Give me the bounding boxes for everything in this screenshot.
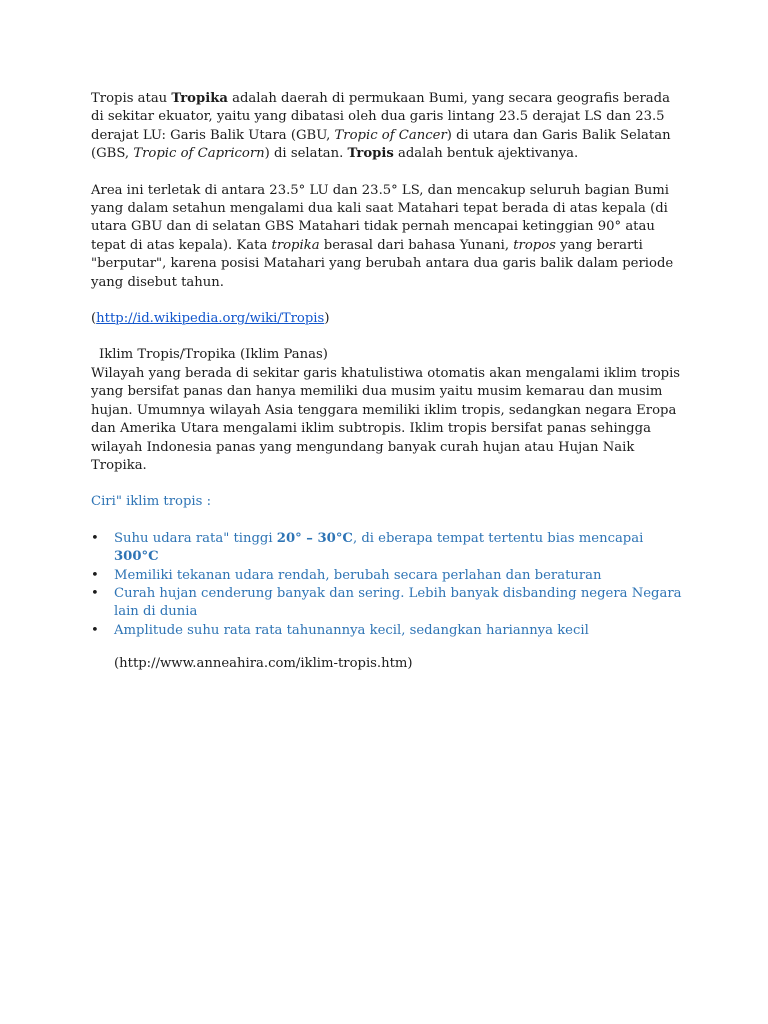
item-4-text: Amplitude suhu rata rata tahunannya kecil, sedangkan hariannya kecil	[114, 622, 589, 638]
document-page	[91, 90, 686, 674]
item-1-temp-range: 20° – 30°C	[276, 530, 353, 546]
reference-anneahira: (http://www.anneahira.com/iklim-tropis.htm)	[114, 656, 413, 672]
bullet-icon: •	[91, 567, 99, 583]
item-3-text: Curah hujan cenderung banyak dan sering. Lebih banyak disbanding negera Negara lain di dunia	[114, 585, 682, 620]
intro-text-3: ) di utara dan Garis Balik Selatan (GBS,	[91, 127, 671, 162]
list-item	[91, 585, 686, 622]
term-tropika: Tropika	[171, 91, 228, 106]
section-heading: Iklim Tropis/Tropika (Iklim Panas)	[99, 347, 328, 363]
bullet-icon: •	[91, 585, 99, 601]
list-item	[91, 567, 686, 585]
area-text-2: berasal dari bahasa Yunani,	[319, 237, 514, 253]
reference-wikipedia	[91, 310, 686, 328]
item-1-pre: Suhu udara rata" tinggi	[114, 530, 277, 546]
list-item	[91, 622, 686, 640]
ref1-open-paren: (	[91, 311, 97, 327]
bullet-icon: •	[91, 530, 99, 546]
term-tropos: tropos	[513, 237, 556, 253]
wikipedia-link[interactable]: http://id.wikipedia.org/wiki/Tropis	[96, 311, 325, 327]
term-tropic-of-capricorn: Tropic of Capricorn	[133, 146, 265, 162]
term-tropika-italic: tropika	[271, 237, 320, 253]
area-text-1: Area ini terletak di antara 23.5° LU dan 23.5° LS, dan mencakup seluruh bagian Bumi yang dalam setahun mengalami dua kali saat Matahari tepat berada di atas kepala (di utara GBU dan di selatan GBS Matahari tidak pernah mencapai ketinggian 90° atau tepat di atas kepala). Kata	[91, 182, 669, 253]
intro-text-2: adalah daerah di permukaan Bumi, yang secara geografis berada di sekitar ekuator, yaitu yang dibatasi oleh dua garis lintang 23.5 derajat LS dan 23.5 derajat LU: Garis Balik Utara (GBU,	[91, 91, 670, 143]
section-body: Wilayah yang berada di sekitar garis khatulistiwa otomatis akan mengalami iklim tropis yang bersifat panas dan hanya memiliki dua musim yaitu musim kemarau dan musim hujan. Umumnya wilayah Asia tenggara memiliki iklim tropis, sedangkan negara Eropa dan Amerika Utara mengalami iklim subtropis. Iklim tropis bersifat panas sehingga wilayah Indonesia panas yang mengundang banyak curah hujan atau Hujan Naik Tropika.	[91, 365, 681, 473]
term-tropis: Tropis	[347, 146, 394, 162]
ciri-list	[91, 530, 686, 640]
ciri-heading: Ciri" iklim tropis :	[91, 494, 212, 510]
bullet-icon: •	[91, 622, 99, 638]
paragraph-intro	[91, 90, 686, 164]
intro-text-4: ) di selatan.	[264, 146, 348, 162]
item-2-text: Memiliki tekanan udara rendah, berubah secara perlahan dan beraturan	[114, 567, 602, 583]
area-text-3: yang berarti "berputar", karena posisi Matahari yang berubah antara dua garis balik dalam periode yang disebut tahun.	[91, 237, 674, 290]
item-1-temp-max: 300°C	[114, 549, 159, 565]
list-item	[91, 530, 686, 567]
intro-text-1: Tropis atau	[91, 91, 172, 106]
item-1-post: , di eberapa tempat tertentu bias mencapai	[352, 530, 644, 546]
paragraph-area	[91, 182, 686, 292]
term-tropic-of-cancer: Tropic of Cancer	[334, 127, 447, 143]
ref1-close-paren: )	[324, 311, 330, 327]
intro-text-5: adalah bentuk ajektivanya.	[393, 146, 579, 162]
